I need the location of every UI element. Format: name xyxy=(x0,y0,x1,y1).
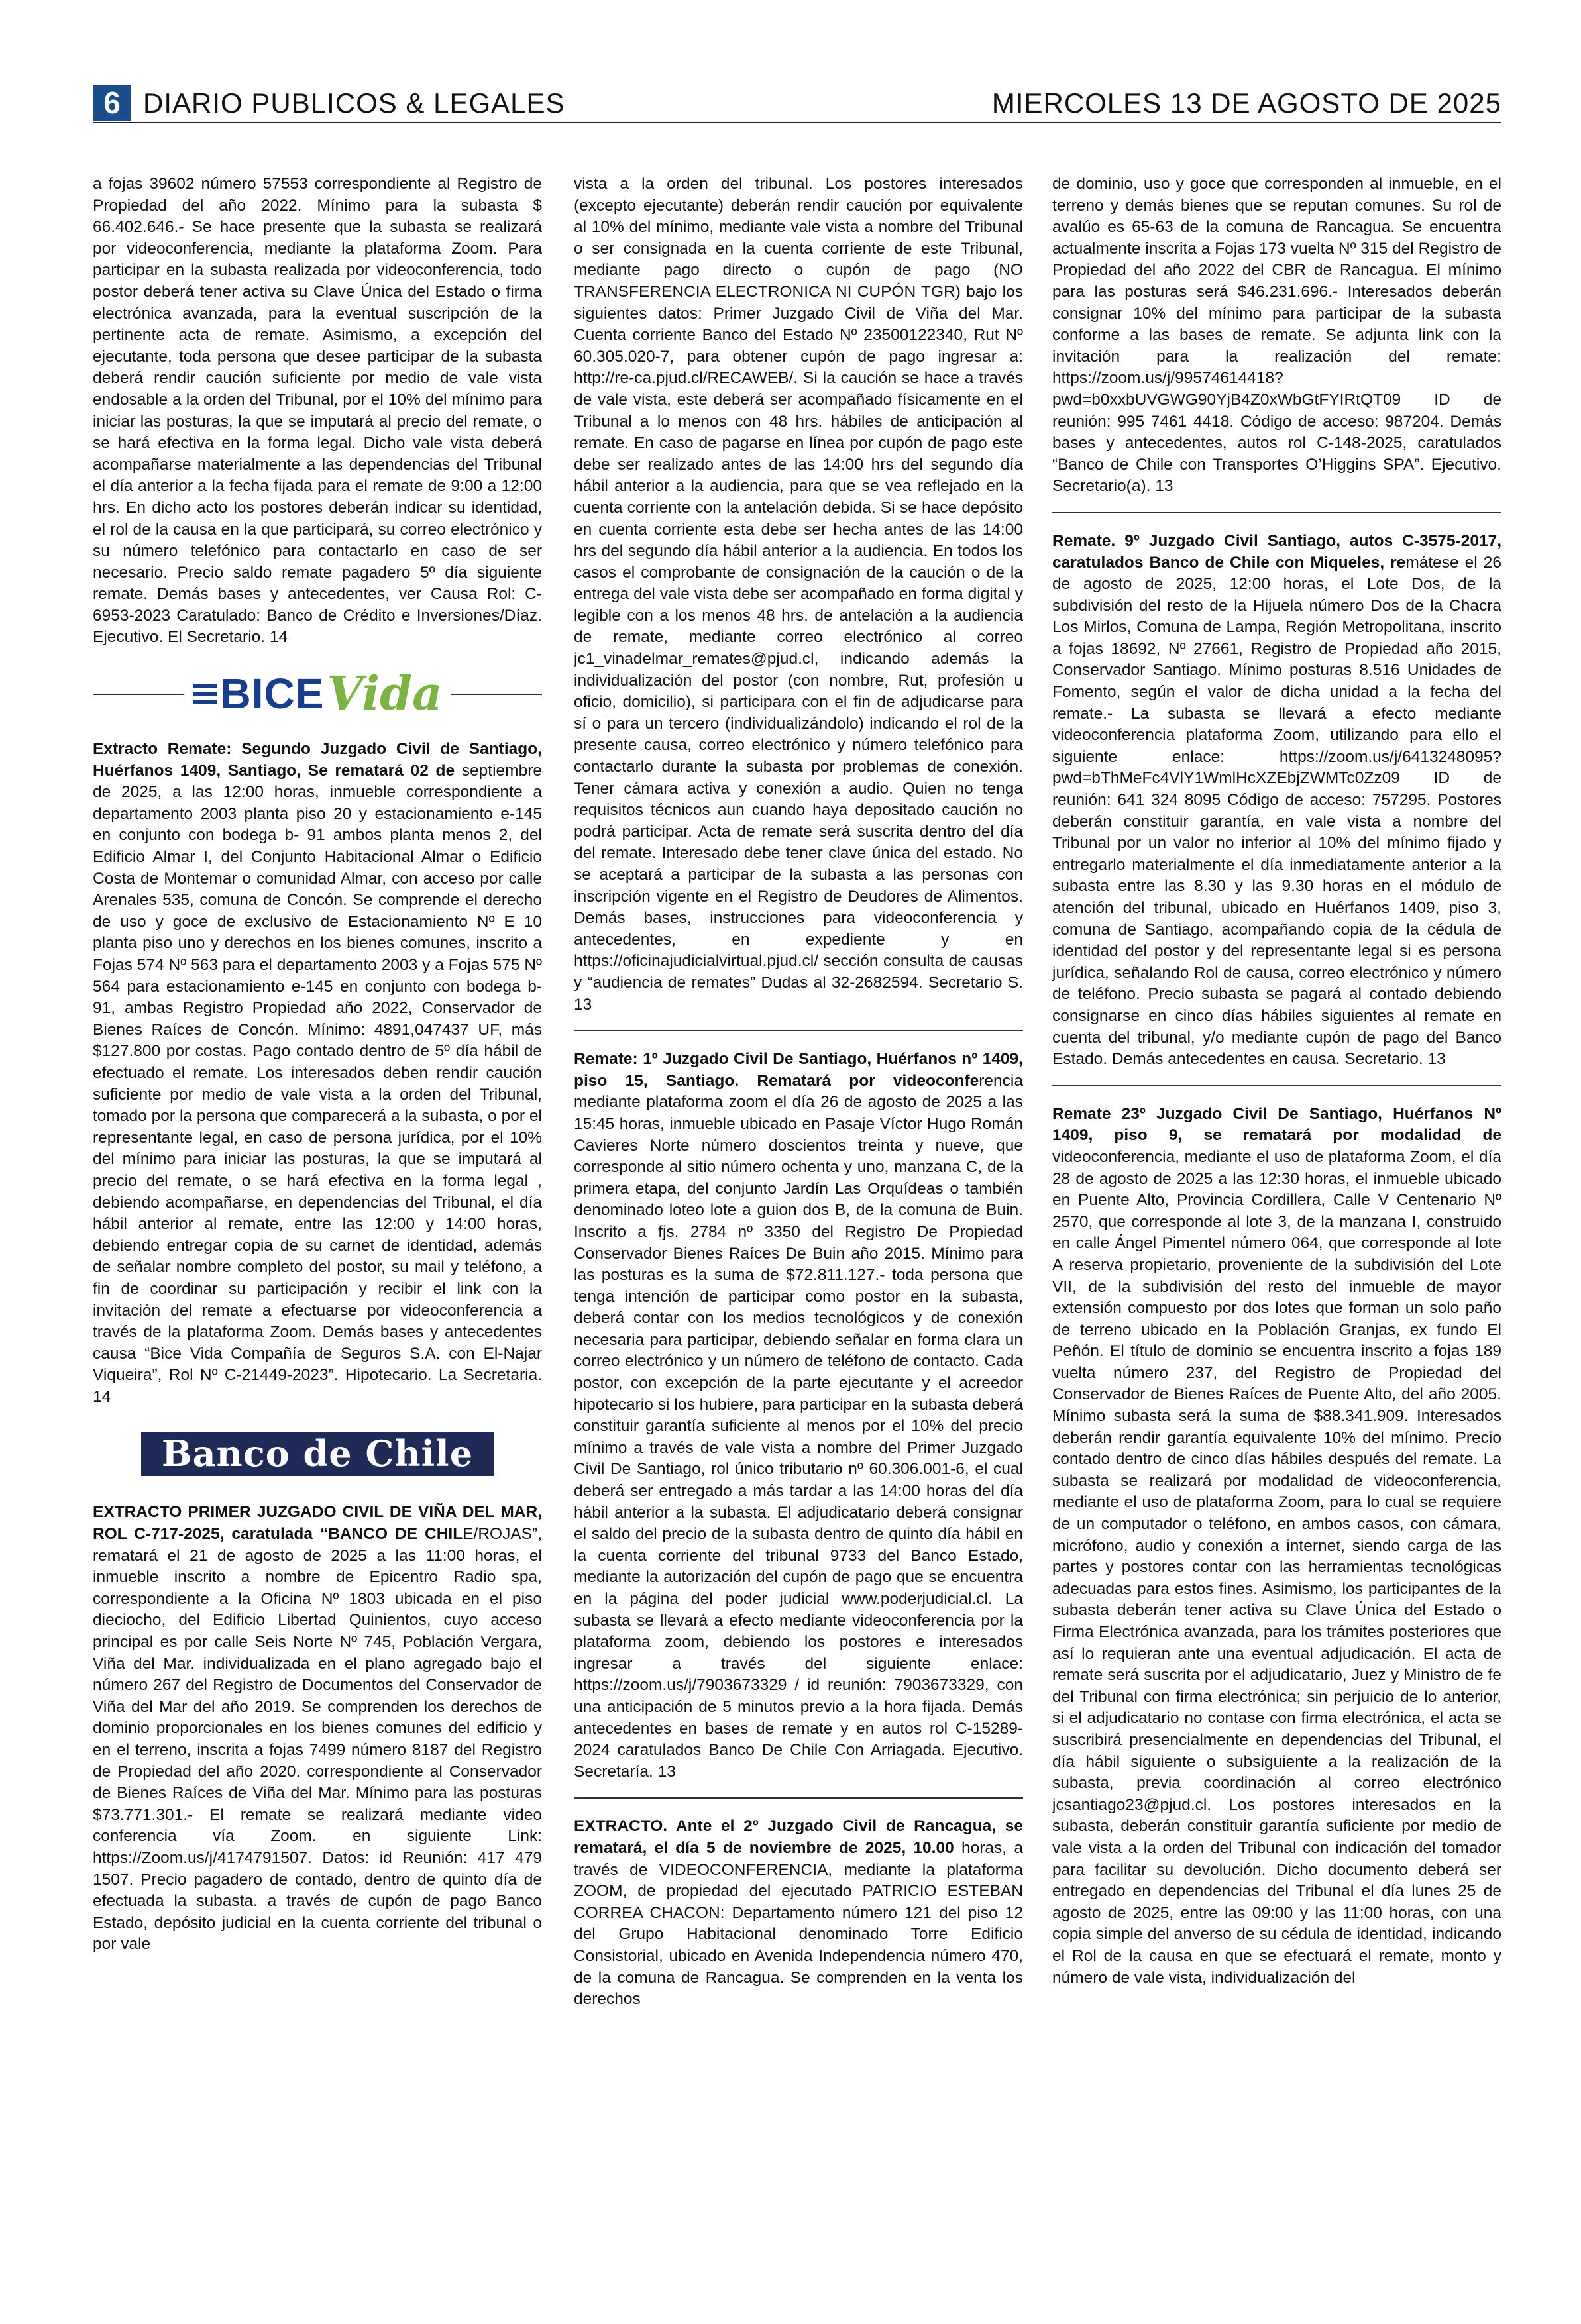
notice-text: a fojas 39602 número 57553 correspondiente al Registro de Propiedad del año 2022. Mínimo para la subasta $ 66.402.646.- Se hace presente que la subasta se realizará por videoconferencia, mediante la plataforma Zoom. Para participar en la subasta realizada por videoconferencia, todo postor deberá tener activa su Clave Única del Estado o firma electrónica avanzada, para la eventual suscripción de la pertinente acta de remate. Asimismo, a excepción del ejecutante, toda persona que desee participar de la subasta deberá rendir caución suficiente por medio de vale vista endosable a la orden del Tribunal, por el 10% del mínimo para iniciar las posturas, la que se imputará al precio del remate, o se hará efectiva en la forma legal. Dicho vale vista deberá acompañarse materialmente a las dependencias del Tribunal el día anterior a la fecha fijada para el remate de 9:00 a 12:00 hrs. En dicho acto los postores deberán indicar su identidad, el rol de la causa en la que participará, su correo electrónico y su número telefónico para contactarlo en caso de ser necesario. Precio saldo remate pagadero 5º día siguiente remate. Demás bases y antecedentes, ver Causa Rol: C-6953-2023 Caratulado: Banco de Crédito e Inversiones/Díaz. Ejecutivo. El Secretario. 14 xyxy=(93,175,542,647)
bice-logo-text: BICE xyxy=(220,669,325,717)
divider xyxy=(574,1030,1023,1031)
notice-text: mátese el 26 de agosto de 2025, 12:00 horas, el Lote Dos, de la subdivisión del resto de la Hijuela número Dos de la Chacra Los Mirlos, Comuna de Lampa, Región Metropolitana, inscrito a fojas 18692, Nº 27661, Registro de Propiedad año 2015, Conservador Santiago. Mínimo posturas 8.516 Unidades de Fomento, según el valor de dicha unidad a la fecha del remate.- La subasta se llevará a efecto mediante videoconferencia plataforma Zoom, utilizando para ello el siguiente enlace: https://zoom.us/j/6413248095?pwd=bThMeFc4VlY1WmlHcXZEbjZWMTc0Zz09 ID de reunión: 641 324 8095 Código de acceso: 757295. Postores deberán constituir garantía, en vale vista a nombre del Tribunal por un valor no inferior al 10% del mínimo fijado y entregarlo materialmente el día inmediatamente anterior a la subasta entre las 8.30 y las 9.30 horas en el módulo de atención del tribunal, ubicado en Huérfanos 1409, piso 3, comuna de Santiago, acompañando copia de la cédula de identidad del postor y del representante legal si es persona jurídica, señalando Rol de causa, correo electrónico y número de teléfono. Precio subasta se pagará al contado debiendo consignarse en cinco días hábiles siguientes al remate en cuenta del tribunal, y/o mediante cupón de pago del Banco Estado. Demás antecedentes en causa. Secretario. 13 xyxy=(1052,553,1501,1069)
divider xyxy=(1052,512,1501,513)
column-1 xyxy=(93,174,542,2294)
notice-heading: Extracto Remate: Segundo Juzgado Civil de Santiago, Huérfanos 1409, Santiago, Se rematará 02 de xyxy=(93,740,542,780)
notice-heading: Remate: 1º Juzgado Civil De Santiago, Huérfanos nº 1409, piso 15, Santiago. Rematará por videoconfe xyxy=(574,1050,1023,1090)
notice-text: horas, a través de VIDEOCONFERENCIA, mediante la plataforma ZOOM, de propiedad del ejecutado PATRICIO ESTEBAN CORREA CHACON: Departamento número 121 del piso 12 del Grupo Habitacional denominado Torre Edificio Consistorial, ubicado en Avenida Independencia número 470, de la comuna de Rancagua. Se comprenden en la venta los derechos xyxy=(574,1838,1023,2009)
vida-logo-text: Vida xyxy=(327,665,443,721)
notice-text: de dominio, uso y goce que corresponden al inmueble, en el terreno y demás bienes que se reputan comunes. Su rol de avalúo es 65-63 de la comuna de Rancagua. Se encuentra actualmente inscrita a Fojas 173 vuelta Nº 315 del Registro de Propiedad del año 2022 del CBR de Rancagua. El mínimo para las posturas será $46.231.696.- Interesados deberán consignar 10% del mínimo para participar de la subasta conforme a las bases de remate. Se adjunta link con la invitación para la realización del remate: https://zoom.us/j/99574614418?pwd=b0xxbUVGWG90YjB4Z0xWbGtFYIRtQT09 ID de reunión: 995 7461 4418. Código de acceso: 987204. Demás bases y antecedentes, autos rol C-148-2025, caratulados “Banco de Chile con Transportes O’Higgins SPA”. Ejecutivo. Secretario(a). 13 xyxy=(1052,175,1501,496)
page-header xyxy=(93,85,1501,121)
notice-heading: Ante el 2º Juzgado Civil de Rancagua, se rematará, el día 5 de noviembre de 2025, 10.00 xyxy=(574,1817,1023,1857)
header-rule xyxy=(93,122,1501,123)
divider xyxy=(574,1797,1023,1799)
column-3 xyxy=(1052,174,1501,2294)
banco-de-chile-logo-text: Banco de Chile xyxy=(141,1432,494,1476)
notice xyxy=(1052,531,1501,1071)
notice-heading: Remate. 9º Juzgado Civil Santiago, autos C-3575-2017, caratulados Banco de Chile con Miqueles, re xyxy=(1052,531,1501,572)
notice xyxy=(1052,1104,1501,1989)
page-number: 6 xyxy=(93,85,131,121)
notice-text: rencia mediante plataforma zoom el día 26 de agosto de 2025 a las 15:45 horas, inmueble ubicado en Pasaje Víctor Hugo Román Cavieres Norte número doscientos treinta y nueve, que corresponde al sitio número ochenta y uno, manzana C, de la primera etapa, del conjunto Jardín Las Orquídeas o también denominado loteo lote a guion dos B, de la comuna de Buin. Inscrito a fjs. 2784 nº 3350 del Registro De Propiedad Conservador Bienes Raíces De Buin año 2015. Mínimo para las posturas es la suma de $72.811.127.- toda persona que tenga intención de participar como postor en la subasta, deberá contar con los medios tecnológicos y de conexión necesaria para participar, debiendo señalar en forma clara un correo electrónico y un número de teléfono de contacto. Cada postor, con excepción de la parte ejecutante y el acreedor hipotecario si los hubiere, para participar en la subasta deberá constituir garantía suficiente al menos por el 10% del precio mínimo a través de vale vista a nombre del Primer Juzgado Civil De Santiago, rol único tributario nº 60.306.001-6, el cual deberá ser entregado a más tardar a las 14:00 horas del día hábil anterior a la subasta. El adjudicatario deberá consignar el saldo del precio de la subasta dentro de quinto día hábil en la cuenta corriente del tribunal 9733 del Banco Estado, mediante la autorización del cupón de pago que se encuentra en la página del poder judicial www.poderjudicial.cl. La subasta se llevará a efecto mediante videoconferencia por la plataforma zoom, debiendo los postores e interesados ingresar a través del siguiente enlace: https://zoom.us/j/7903673329 / id reunión: 7903673329, con una anticipación de 5 minutos previo a la hora fijada. Demás antecedentes en bases de remate y en autos rol C-15289-2024 caratulados Banco De Chile Con Arriagada. Ejecutivo. Secretaría. 13 xyxy=(574,1071,1023,1781)
issue-date: MIERCOLES 13 DE AGOSTO DE 2025 xyxy=(991,87,1501,119)
bice-bars-icon xyxy=(193,680,217,708)
notice xyxy=(93,739,542,1408)
notice-heading: EXTRACTO PRIMER JUZGADO CIVIL DE VIÑA DEL MAR, ROL C-717-2025, caratulada “BANCO DE CHIL xyxy=(93,1503,542,1544)
notice-label: EXTRACTO. xyxy=(574,1817,668,1836)
publication-title: DIARIO PUBLICOS & LEGALES xyxy=(143,87,565,119)
notice-heading: Remate 23º Juzgado Civil De Santiago, Huérfanos Nº 1409, piso 9, se rematará por modalidad de xyxy=(1052,1104,1501,1145)
notice xyxy=(574,1049,1023,1783)
column-2 xyxy=(574,174,1023,2294)
notice xyxy=(574,1816,1023,2010)
notice xyxy=(93,1502,542,1955)
divider xyxy=(1052,1085,1501,1086)
notice-text: vista a la orden del tribunal. Los postores interesados (excepto ejecutante) deberán rendir caución por equivalente al 10% del mínimo, mediante vale vista a nombre del Tribunal o ser consignada en la cuenta corriente de este Tribunal, mediante pago directo o cupón de pago (NO TRANSFERENCIA ELECTRONICA NI CUPÓN TGR) bajo los siguientes datos: Primer Juzgado Civil de Viña del Mar. Cuenta corriente Banco del Estado Nº 23500122340, Rut Nº 60.305.020-7, para obtener cupón de pago ingresar a: http://re-ca.pjud.cl/RECAWEB/. Si la caución se hace a través de vale vista, este deberá ser acompañado físicamente en el Tribunal a lo menos con 48 hrs. hábiles de anticipación al remate. En caso de pagarse en línea por cupón de pago este debe ser realizado antes de las 14:00 hrs del segundo día hábil anterior a la audiencia, para que se vea reflejado en la cuenta corriente con la antelación debida. Si se hace depósito en cuenta corriente esta debe ser hecha antes de las 14:00 hrs del segundo día hábil anterior a la audiencia. En todos los casos el comprobante de consignación de la caución o de la entrega del vale vista debe ser acompañado en forma digital y legible con a los menos 48 hrs. de antelación a la audiencia de remate, mediante correo electrónico al correo jc1_vinadelmar_remates@pjud.cl, indicando además la individualización del postor (con nombre, Rut, profesión u oficio, domicilio), si participara con el fin de adjudicarse para sí o para un tercero (individualizándolo) indicando el rol de la presente causa, correo electrónico y número telefónico para contactarlo durante la subasta por problemas de conexión. Tener cámara activa y conexión a audio. Quien no tenga requisitos técnicos aun cuando haya depositado caución no podrá participar. Acta de remate será suscrita dentro del día del remate. Interesado debe tener clave única del estado. No se aceptará a participar de la subasta a las personas con inscripción vigente en el Registro de Deudores de Alimentos. Demás bases, instrucciones para videoconferencia y antecedentes, en expediente y en https://oficinajudicialvirtual.pjud.cl/ sección consulta de causas y “audiencia de remates” Dudas al 32-2682594. Secretario S. 13 xyxy=(574,175,1023,1014)
bice-vida-logo xyxy=(93,660,542,727)
notice-text: septiembre de 2025, a las 12:00 horas, inmueble correspondiente a departamento 2003 planta piso 20 y estacionamiento e-145 en conjunto con bodega b- 91 ambos planta menos 2, del Edificio Almar I, del Conjunto Habitacional Almar o Edificio Costa de Montemar o comunidad Almar, con acceso por calle Arenales 535, comuna de Concón. Se comprende el derecho de uso y goce de exclusivo de Estacionamiento Nº E 10 planta piso uno y derechos en los bienes comunes, inscrito a Fojas 574 Nº 563 para el departamento 2003 y a Fojas 575 Nº 564 para estacionamiento e-145 en conjunto con bodega b-91, ambas Registro Propiedad año 2022, Conservador de Bienes Raíces de Concón. Mínimo: 4891,047437 UF, más $127.800 por costas. Pago contado dentro de 5º día hábil de efectuado el remate. Los interesados deben rendir caución suficiente por medio de vale vista a la orden del Tribunal, tomado por la persona que comparecerá a la subasta, o por el representante legal, en caso de persona jurídica, por el 10% del mínimo para iniciar las posturas, la que se imputará al precio del remate, o se hará efectiva en la forma legal , debiendo acompañarse, en dependencias del Tribunal, el día hábil anterior al remate, entre las 12:00 y 14:00 horas, debiendo entregar copia de su carnet de identidad, además de señalar nombre completo del postor, su mail y teléfono, a fin de coordinar su participación y recibir el link con la invitación del remate a efectuarse por videoconferencia a través de la plataforma Zoom. Demás bases y antecedentes causa “Bice Vida Compañía de Seguros S.A. con El-Najar Viqueira”, Rol Nº C-21449-2023”. Hipotecario. La Secretaria. 14 xyxy=(93,761,542,1406)
notice-text: E/ROJAS”, rematará el 21 de agosto de 2025 a las 11:00 horas, el inmueble inscrito a nombre de Epicentro Radio spa, correspondiente a la Oficina Nº 1803 ubicada en el piso dieciocho, del Edificio Libertad Quinientos, cuyo acceso principal es por calle Seis Norte Nº 745, Población Vergara, Viña del Mar. individualizada en el plano agregado bajo el número 267 del Registro de Documentos del Conservador de Viña del Mar del año 2019. Se comprenden los derechos de dominio proporcionales en los bienes comunes del edificio y en el terreno, inscrita a fojas 7499 número 8187 del Registro de Propiedad del año 2020. correspondiente al Conservador de Bienes Raíces de Viña del Mar. Mínimo para las posturas $73.771.301.- El remate se realizará mediante video conferencia vía Zoom. en siguiente Link: https://Zoom.us/j/4174791507. Datos: id Reunión: 417 479 1507. Precio pagadero de contado, dentro de quinto día de efectuada la subasta. a través de cupón de pago Banco Estado, depósito judicial en la cuenta corriente del tribunal o por vale xyxy=(93,1525,542,1954)
notice-text: videoconferencia, mediante el uso de plataforma Zoom, el día 28 de agosto de 2025 a las 12:30 horas, el inmueble ubicado en Puente Alto, Provincia Cordillera, Calle V Centenario Nº 2570, que corresponde al lote 3, de la manzana I, construido en calle Ángel Pimentel número 064, que corresponde al lote A reserva propietario, proveniente de la subdivisión del Lote VII, de la subdivisión del resto del inmueble de mayor extensión compuesto por dos lotes que forman un solo paño de terreno ubicado en la Población Granjas, ex fundo El Peñón. El título de dominio se encuentra inscrito a fojas 189 vuelta número 237, del Registro de Propiedad del Conservador de Bienes Raíces de Puente Alto, del año 2005. Mínimo subasta será la suma de $88.341.909. Interesados deberán rendir garantía equivalente 10% del mínimo. Precio contado dentro de cinco días hábiles después del remate. La subasta se realizará por modalidad de videoconferencia, mediante el uso de plataforma Zoom, para lo cual se requiere de un computador o teléfono, en ambos casos, con cámara, micrófono, audio y conexión a internet, siendo carga de las partes y postores contar con las herramientas tecnológicas adecuadas para estos fines. Asimismo, los participantes de la subasta deberán tener activa su Clave Única del Estado o Firma Electrónica avanzada, para los trámites posteriores que así lo requieran ante una eventual adjudicación. El acta de remate será suscrita por el adjudicatario, Juez y Ministro de fe del Tribunal con firma electrónica; sin perjuicio de lo anterior, si el adjudicatario no contase con firma electrónica, el acta se suscribirá presencialmente en dependencias del Tribunal, el día hábil siguiente o subsiguiente a la realización de la subasta, previa coordinación al correo electrónico jcsantiago23@pjud.cl. Los postores interesados en la subasta, deberán constituir garantía suficiente por medio de vale vista a la orden del Tribunal con indicación del tomador para facilitar su devolución. Dicho documento deberá ser entregado en dependencias del Tribunal el día lunes 25 de agosto de 2025, entre las 09:00 y las 11:00 horas, con una copia simple del anverso de su cédula de identidad, indicando el Rol de la causa en que se efectuará el remate, monto y número de vale vista, individualización del xyxy=(1052,1147,1501,1987)
banco-de-chile-logo xyxy=(93,1420,542,1487)
